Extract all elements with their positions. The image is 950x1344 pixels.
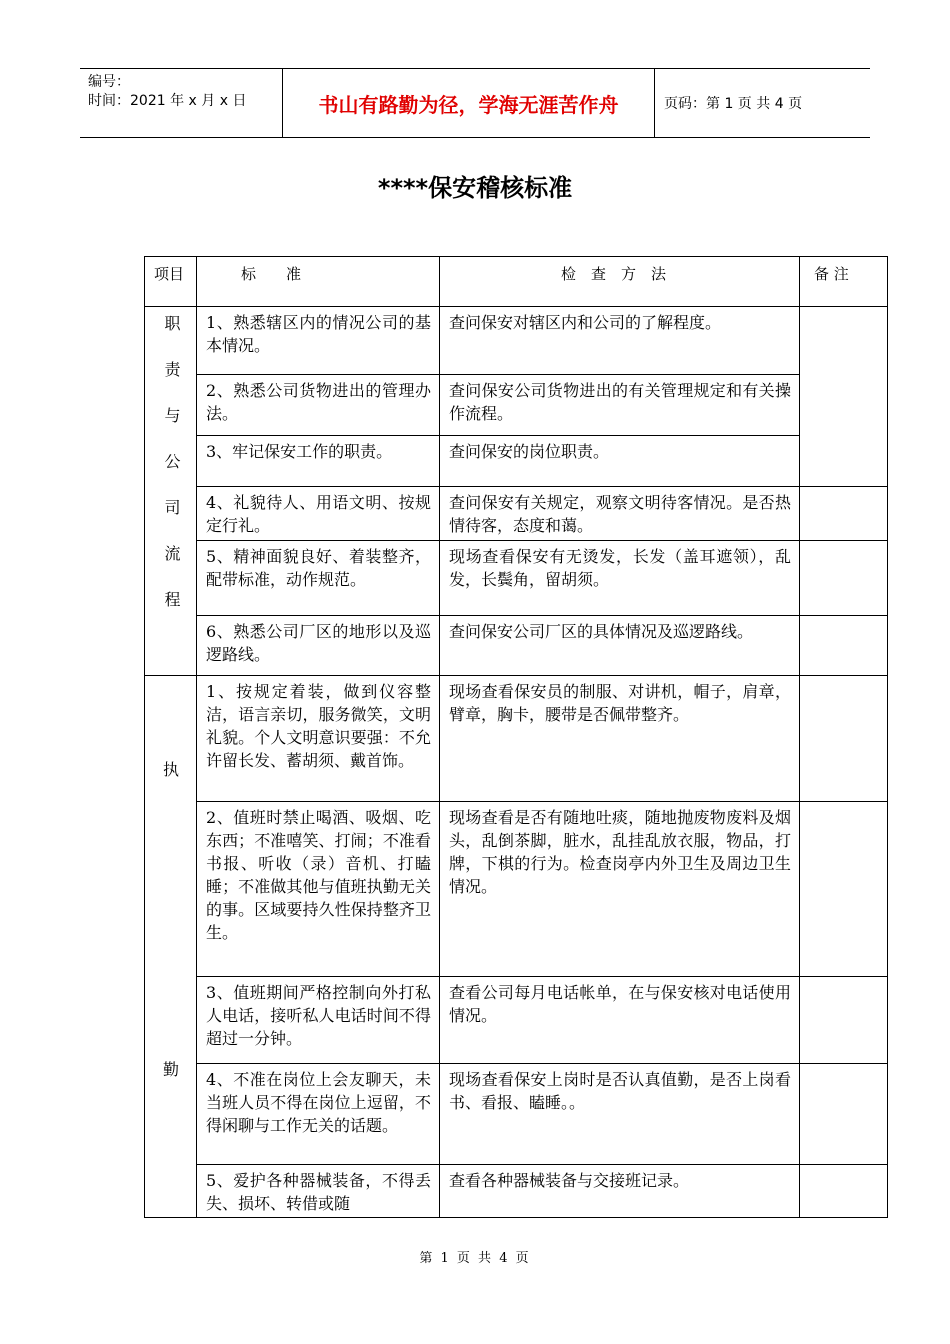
category-duty bbox=[145, 676, 197, 1218]
header-page-info: 页码：第 1 页 共 4 页 bbox=[664, 96, 803, 112]
method-cell: 查看各种器械装备与交接班记录。 bbox=[440, 1165, 800, 1218]
remark-cell bbox=[800, 487, 888, 541]
table-row bbox=[145, 802, 888, 977]
remark-cell bbox=[800, 977, 888, 1064]
remark-cell bbox=[800, 541, 888, 616]
number-label: 编号： bbox=[88, 74, 130, 90]
table-row bbox=[145, 307, 888, 375]
standard-cell: 3、牢记保安工作的职责。 bbox=[197, 436, 440, 487]
table-header-row bbox=[145, 257, 888, 307]
remark-cell bbox=[800, 802, 888, 977]
standard-cell: 4、不准在岗位上会友聊天，未当班人员不得在岗位上逗留，不得闲聊与工作无关的话题。 bbox=[197, 1064, 440, 1165]
standard-cell: 5、精神面貌良好、着装整齐，配带标准，动作规范。 bbox=[197, 541, 440, 616]
method-cell: 查看公司每月电话帐单，在与保安核对电话使用情况。 bbox=[440, 977, 800, 1064]
method-cell: 现场查看保安有无烫发，长发（盖耳遮领），乱发，长鬓角，留胡须。 bbox=[440, 541, 800, 616]
document-header bbox=[80, 68, 870, 138]
method-cell: 现场查看是否有随地吐痰，随地抛废物废料及烟头，乱倒茶脚，脏水，乱挂乱放衣服，物品，打牌，下棋的行为。检查岗亭内外卫生及周边卫生情况。 bbox=[440, 802, 800, 977]
method-cell: 查问保安公司厂区的具体情况及巡逻路线。 bbox=[440, 616, 800, 676]
header-motto: 书山有路勤为径，学海无涯苦作舟 bbox=[318, 92, 619, 117]
header-divider bbox=[654, 69, 655, 137]
method-cell: 查问保安公司货物进出的有关管理规定和有关操作流程。 bbox=[440, 375, 800, 436]
col-header-item: 项目 bbox=[145, 257, 197, 307]
table-row bbox=[145, 375, 888, 436]
standard-cell: 5、爱护各种器械装备，不得丢失、损坏、转借或随 bbox=[197, 1165, 440, 1218]
table-row bbox=[145, 1064, 888, 1165]
category-duties-process: 职责与公司流程 bbox=[145, 307, 197, 676]
table-row bbox=[145, 436, 888, 487]
date-label: 时间：2021 年 x 月 x 日 bbox=[88, 93, 247, 109]
header-meta bbox=[88, 73, 284, 111]
remark-cell bbox=[800, 307, 888, 487]
category-duty-char-bottom: 勤 bbox=[162, 1060, 179, 1079]
standard-cell: 6、熟悉公司厂区的地形以及巡逻路线。 bbox=[197, 616, 440, 676]
col-header-standard: 标 准 bbox=[197, 257, 440, 307]
remark-cell bbox=[800, 1165, 888, 1218]
category-duty-char-top: 执 bbox=[162, 760, 179, 779]
table-row bbox=[145, 541, 888, 616]
method-cell: 查问保安有关规定，观察文明待客情况。是否热情待客，态度和蔼。 bbox=[440, 487, 800, 541]
table-row bbox=[145, 616, 888, 676]
standard-cell: 4、礼貌待人、用语文明、按规定行礼。 bbox=[197, 487, 440, 541]
remark-cell bbox=[800, 1064, 888, 1165]
col-header-remark: 备 注 bbox=[800, 257, 888, 307]
standard-cell: 2、值班时禁止喝酒、吸烟、吃东西；不准嘻笑、打闹；不准看书报、听收（录）音机、打瞌睡；不准做其他与值班执勤无关的事。区域要持久性保持整齐卫生。 bbox=[197, 802, 440, 977]
table-row bbox=[145, 487, 888, 541]
standard-cell: 3、值班期间严格控制向外打私人电话，接听私人电话时间不得超过一分钟。 bbox=[197, 977, 440, 1064]
standard-cell: 1、按规定着装，做到仪容整洁，语言亲切，服务微笑，文明礼貌。个人文明意识要强：不允许留长发、蓄胡须、戴首饰。 bbox=[197, 676, 440, 802]
table-row bbox=[145, 676, 888, 802]
method-cell: 现场查看保安员的制服、对讲机，帽子，肩章，臂章，胸卡，腰带是否佩带整齐。 bbox=[440, 676, 800, 802]
standard-cell: 1、熟悉辖区内的情况公司的基本情况。 bbox=[197, 307, 440, 375]
page-title: ****保安稽核标准 bbox=[377, 174, 573, 202]
page-footer: 第 1 页 共 4 页 bbox=[419, 1251, 531, 1266]
audit-standards-table bbox=[144, 256, 888, 1218]
method-cell: 查问保安对辖区内和公司的了解程度。 bbox=[440, 307, 800, 375]
method-cell: 现场查看保安上岗时是否认真值勤，是否上岗看书、看报、瞌睡。。 bbox=[440, 1064, 800, 1165]
table-row bbox=[145, 1165, 888, 1218]
col-header-method: 检 查 方 法 bbox=[440, 257, 800, 307]
standard-cell: 2、熟悉公司货物进出的管理办法。 bbox=[197, 375, 440, 436]
method-cell: 查问保安的岗位职责。 bbox=[440, 436, 800, 487]
remark-cell bbox=[800, 676, 888, 802]
remark-cell bbox=[800, 616, 888, 676]
table-row bbox=[145, 977, 888, 1064]
